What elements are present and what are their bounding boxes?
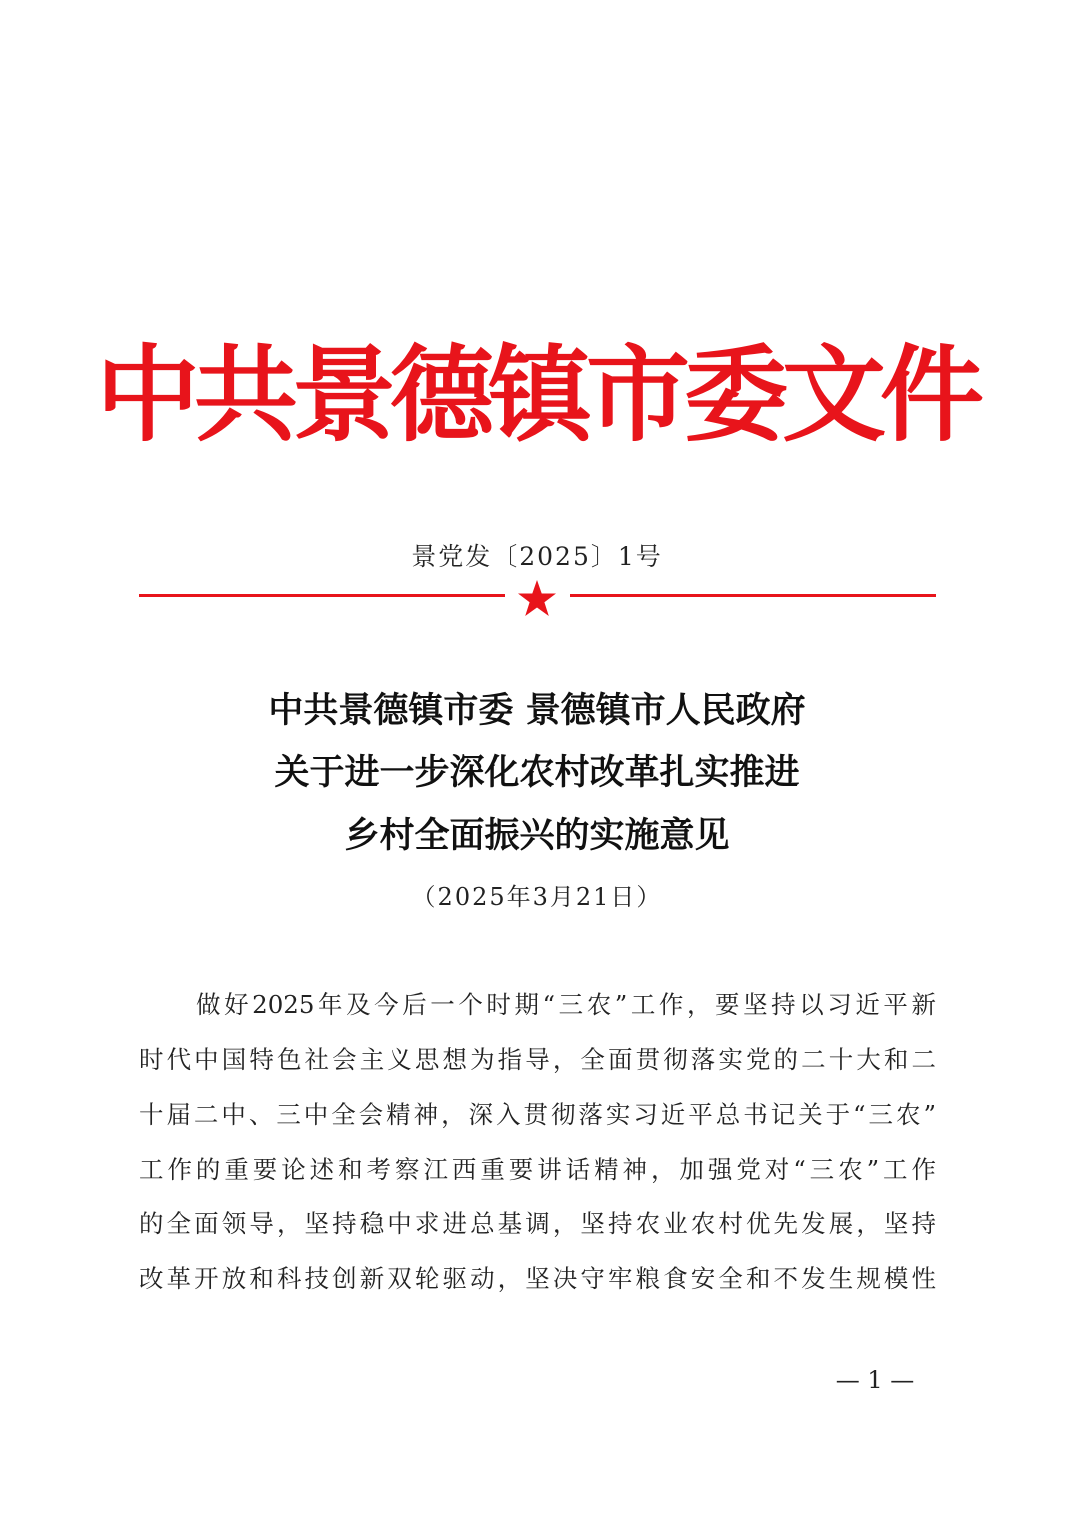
body-text-line-5: 的全面领导，坚持稳中求进总基调，坚持农业农村优先发展，坚持 bbox=[139, 1209, 936, 1238]
page-number: — 1 — bbox=[835, 1366, 915, 1394]
body-text-line-4: 工作的重要论述和考察江西重要讲话精神，加强党对“三农”工作 bbox=[139, 1155, 936, 1184]
document-title-line-3: 乡村全面振兴的实施意见 bbox=[344, 816, 730, 856]
body-text-line-3: 十届二中、三中全会精神，深入贯彻落实习近平总书记关于“三农” bbox=[139, 1100, 936, 1129]
document-title-line-1: 中共景德镇市委 景德镇市人民政府 bbox=[268, 691, 806, 731]
body-text-line-2: 时代中国特色社会主义思想为指导，全面贯彻落实党的二十大和二 bbox=[139, 1045, 936, 1074]
body-text-line-6: 改革开放和科技创新双轮驱动，坚决守牢粮食安全和不发生规模性 bbox=[139, 1264, 936, 1293]
document-number: 景党发〔2025〕1号 bbox=[411, 542, 663, 571]
red-divider-right bbox=[570, 594, 936, 597]
masthead-title: 中共景德镇市委文件 bbox=[95, 334, 978, 456]
red-star-icon bbox=[517, 579, 557, 617]
body-text-line-1: 做好2025年及今后一个时期“三农”工作，要坚持以习近平新 bbox=[196, 990, 936, 1019]
document-date: （2025年3月21日） bbox=[411, 883, 663, 911]
red-divider-left bbox=[139, 594, 505, 597]
document-title-line-2: 关于进一步深化农村改革扎实推进 bbox=[274, 753, 800, 793]
